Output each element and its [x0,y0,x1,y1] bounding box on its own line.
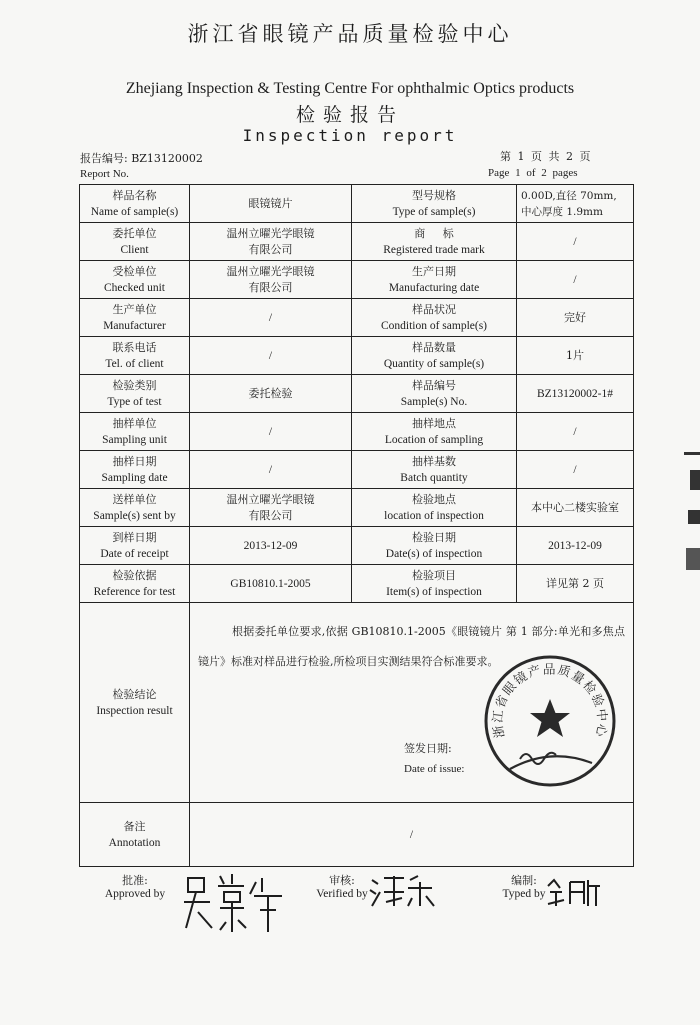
table-row [80,413,634,451]
field-label [352,489,517,527]
label-en: Location of sampling [384,433,484,446]
signature-stroke [570,880,600,906]
field-label [352,299,517,337]
label-cn: 抽样基数 [412,454,456,468]
label-cn: 抽样单位 [112,416,157,430]
value-line: 温州立曜光学眼镜 [226,226,315,240]
label-en: Date(s) of inspection [385,547,483,560]
label-en: location of inspection [384,509,484,522]
label-en: Type of test [107,395,162,408]
table-row [80,489,634,527]
page-count-cn: 第 1 页 共 2 页 [500,150,591,163]
conclusion-text: 根据委托单位要求,依据 GB10810.1-2005《眼镜镜片 第 1 部分:单光和多焦点镜片》标准对样品进行检验,所检项目实测结果符合标准要求。 [198,625,625,668]
field-label [80,603,190,803]
label-en: Manufacturing date [388,281,480,294]
approver-signature [180,868,290,938]
verifier-signature [368,872,438,912]
page-count-en: Page 1 of 2 pages [488,167,578,179]
field-value: / [517,413,634,451]
label-cn: 样品数量 [412,340,456,354]
label-cn: 委托单位 [112,226,157,240]
institution-title-en: Zhejiang Inspection & Testing Centre For ophthalmic Optics products [125,80,575,97]
field-value [190,489,352,527]
value-line: 有限公司 [248,280,293,294]
table-row [80,565,634,603]
label-en: Condition of sample(s) [380,319,488,332]
label-cn: 样品编号 [412,378,456,392]
label-en: Item(s) of inspection [386,585,482,598]
label-cn: 受检单位 [112,264,157,278]
field-value: / [190,337,352,375]
value-line: 有限公司 [248,508,293,522]
label-en: Client [120,243,149,256]
field-label [352,261,517,299]
label-en: Manufacturer [103,319,166,332]
field-label [80,375,190,413]
signature-stroke [218,874,246,932]
field-value: 2013-12-09 [517,527,634,565]
signature-stroke [408,876,434,906]
label-en: Registered trade mark [383,243,485,256]
label-en: Annotation [108,836,161,849]
table-row [80,299,634,337]
label-en: Name of sample(s) [90,205,179,218]
label-cn: 检验类别 [112,378,157,392]
verified-by-block [312,872,372,900]
value-line: 温州立曜光学眼镜 [226,264,315,278]
annotation-row [80,803,634,867]
field-value: 2013-12-09 [190,527,352,565]
label-en: Batch quantity [400,471,468,484]
typed-label-en: Typed by [502,888,546,900]
issue-date-label-cn: 签发日期: [404,742,452,755]
label-cn: 联系电话 [112,340,157,354]
label-en: Inspection result [96,704,173,717]
approved-by-block [100,872,170,900]
report-number-cn: 报告编号: BZ13120002 [80,152,203,165]
table-row [80,337,634,375]
table-row [80,451,634,489]
scan-edge-mark [686,548,700,570]
field-label [352,565,517,603]
label-cn: 型号规格 [412,188,456,202]
label-cn: 样品名称 [112,188,157,202]
field-label [80,413,190,451]
label-cn: 检验项目 [412,568,456,582]
label-cn: 生产单位 [112,302,157,316]
report-title-en: Inspection report [242,126,458,145]
field-value: GB10810.1-2005 [190,565,352,603]
label-cn: 抽样地点 [412,416,456,430]
label-cn: 商 标 [414,226,454,240]
scan-edge-mark [684,452,700,455]
table-row [80,375,634,413]
field-value: / [190,299,352,337]
label-cn: 检验依据 [112,568,157,582]
field-label [80,261,190,299]
field-value: / [190,451,352,489]
field-value: 眼镜镜片 [190,185,352,223]
label-cn: 生产日期 [412,264,456,278]
field-value: / [517,261,634,299]
issue-date-label-en: Date of issue: [404,763,465,775]
label-en: Reference for test [93,585,176,598]
field-label [80,451,190,489]
label-cn: 抽样日期 [112,454,157,468]
signature-stroke [184,878,212,928]
table-row [80,185,634,223]
label-cn: 样品状况 [412,302,456,316]
report-number-en: Report No. [80,168,129,180]
label-en: Sampling date [101,471,168,484]
approved-label-cn: 批准: [122,874,148,887]
field-value: 本中心二楼实验室 [517,489,634,527]
label-en: Date of receipt [100,547,169,560]
label-en: Sampling unit [102,433,167,446]
field-value: / [517,223,634,261]
field-value: / [190,413,352,451]
label-en: Tel. of client [105,357,164,370]
report-title-cn: 检验报告 [295,104,404,126]
field-value: 委托检验 [190,375,352,413]
label-en: Quantity of sample(s) [383,357,485,370]
conclusion-cell [190,603,634,803]
field-label [80,337,190,375]
seal-star-icon [530,699,570,737]
label-en: Sample(s) sent by [93,509,176,522]
official-seal [480,651,620,791]
signature-row [0,868,700,938]
field-value: / [517,451,634,489]
typist-signature [544,876,604,910]
annotation-value: / [190,803,634,867]
label-en: Checked unit [104,281,165,294]
label-cn: 备注 [123,819,146,833]
value-line: 有限公司 [248,242,293,256]
typed-label-cn: 编制: [511,874,537,887]
label-cn: 检验结论 [112,687,157,701]
field-value [517,185,634,223]
field-label [80,565,190,603]
field-label [80,489,190,527]
field-label [80,299,190,337]
field-label [352,375,517,413]
field-label [352,413,517,451]
approved-label-en: Approved by [104,888,166,900]
field-label [80,803,190,867]
label-cn: 检验日期 [412,530,456,544]
field-value: 详见第 2 页 [517,565,634,603]
label-cn: 到样日期 [112,530,157,544]
field-value [190,223,352,261]
scan-edge-mark [688,510,700,524]
field-value: 1片 [517,337,634,375]
report-table [79,184,634,867]
signature-stroke [250,878,282,932]
field-value: 完好 [517,299,634,337]
label-cn: 送样单位 [112,492,157,506]
field-label [352,527,517,565]
field-label [80,527,190,565]
field-value [190,261,352,299]
verified-label-cn: 审核: [329,874,355,887]
seal-text: 浙江省眼镜产品质量检验中心 [489,661,611,740]
verified-label-en: Verified by [316,888,368,900]
signature-stroke [370,876,404,906]
seal-date-scribble [510,756,592,769]
table-row [80,261,634,299]
table-row [80,527,634,565]
signature-stroke [548,880,564,906]
value-line: 中心厚度 1.9mm [521,205,603,218]
field-value: BZ13120002-1# [517,375,634,413]
label-en: Sample(s) No. [400,395,468,408]
conclusion-row [80,603,634,803]
value-line: 温州立曜光学眼镜 [226,492,315,506]
field-label [80,223,190,261]
value-line: 0.00D,直径 70mm, [521,189,617,202]
field-label [352,451,517,489]
field-label [352,185,517,223]
table-row [80,223,634,261]
scan-edge-mark [690,470,700,490]
institution-title-cn: 浙江省眼镜产品质量检验中心 [187,22,513,46]
label-cn: 检验地点 [412,492,456,506]
field-label [80,185,190,223]
label-en: Type of sample(s) [392,205,476,218]
field-label [352,337,517,375]
field-label [352,223,517,261]
